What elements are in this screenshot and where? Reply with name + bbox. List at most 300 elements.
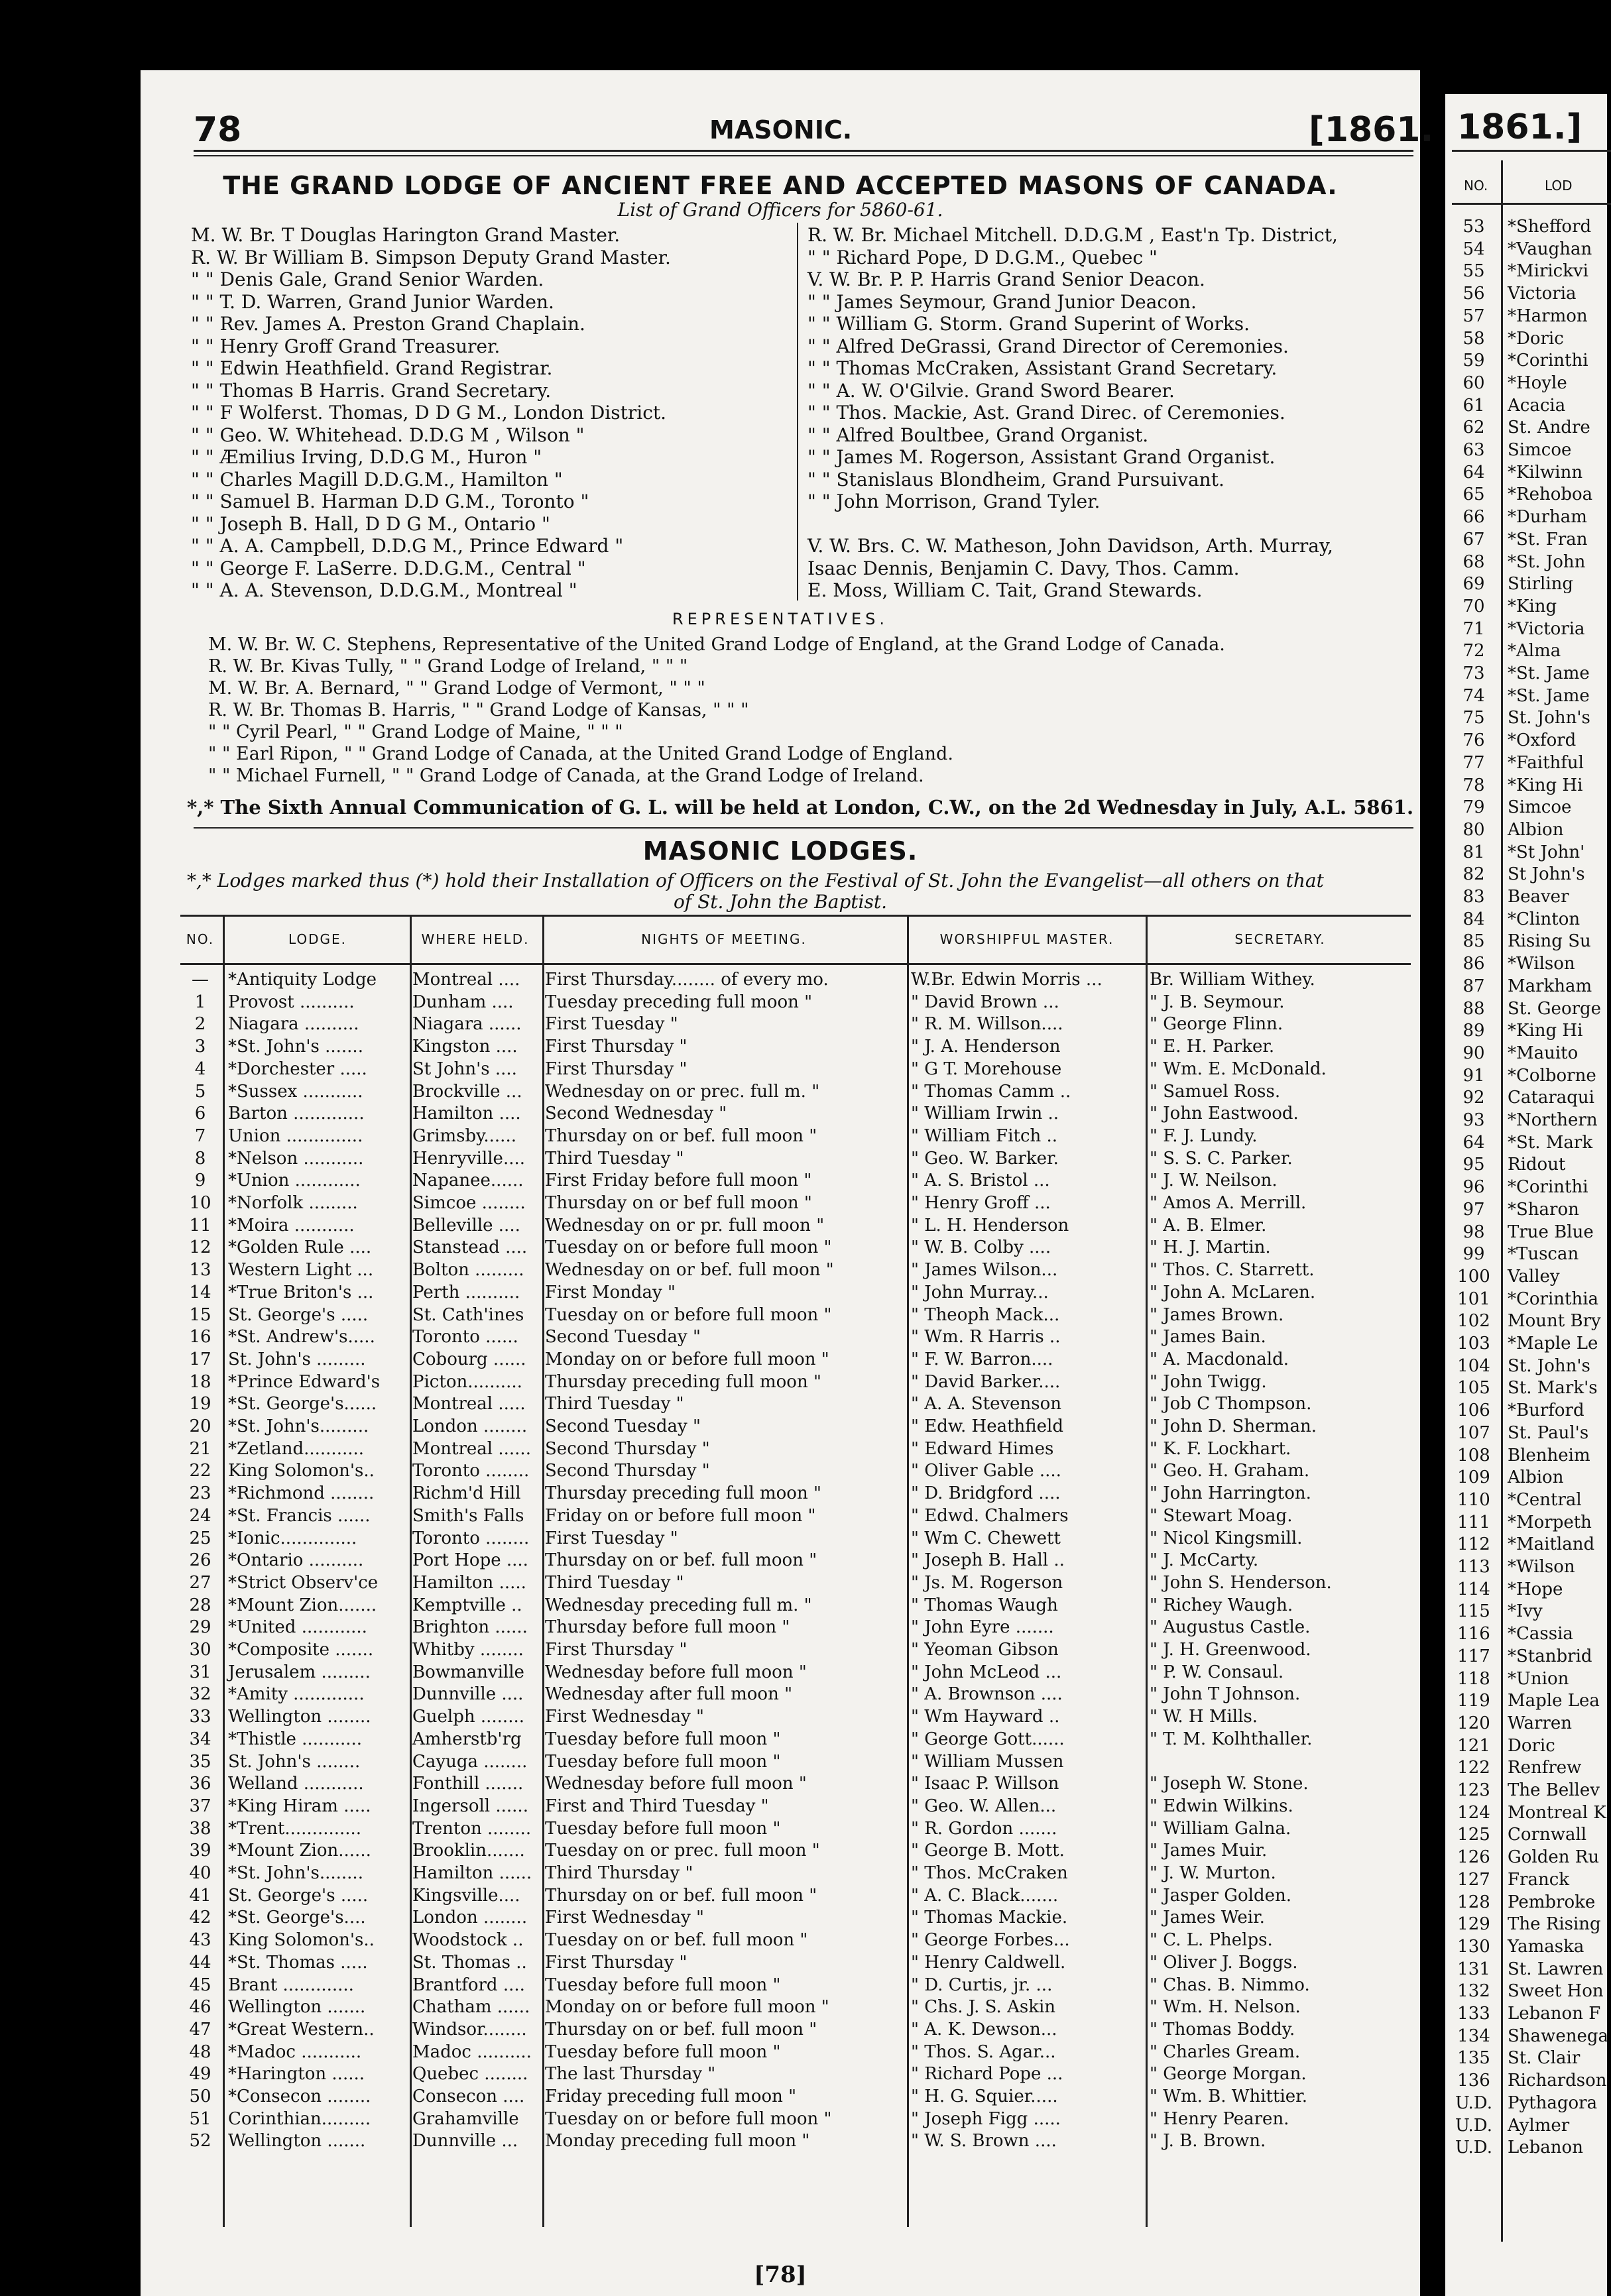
header-rule-2: [194, 155, 1413, 156]
secretary: " J. B. Seymour.: [1150, 992, 1285, 1012]
lodge-number: 66: [1462, 507, 1485, 528]
where-held: Toronto ......: [412, 1327, 518, 1348]
worshipful-master: " A. Brownson ....: [911, 1684, 1063, 1705]
table-row: [180, 1416, 1411, 1438]
worshipful-master: " George B. Mott.: [911, 1841, 1065, 1861]
lodge-number: 23: [189, 1483, 211, 1504]
list-item: [1445, 1132, 1604, 1155]
lodge-number: 71: [1462, 618, 1485, 639]
nights-of-meeting: First Wednesday ": [545, 1707, 705, 1727]
lodge-number: 131: [1457, 1959, 1490, 1979]
nights-of-meeting: Thursday before full moon ": [545, 1617, 790, 1638]
table-row: [180, 1393, 1411, 1416]
representative-line: R. W. Br. Kivas Tully, " " Grand Lodge of Ireland, " " ": [208, 656, 688, 677]
lodge-number: 14: [189, 1282, 211, 1302]
officer-line: " " John Morrison, Grand Tyler.: [807, 490, 1101, 512]
lodge-number: 36: [189, 1774, 211, 1794]
list-item: [1445, 1713, 1604, 1735]
table-row: [180, 1438, 1411, 1461]
lodge-name: *Maple Le: [1508, 1334, 1598, 1353]
where-held: Stanstead ....: [412, 1237, 528, 1258]
lodge-name: St. Andre: [1508, 418, 1590, 438]
worshipful-master: " Geo. W. Barker.: [911, 1148, 1059, 1169]
lodge-name: *Corinthi: [1508, 351, 1588, 371]
worshipful-master: " William Fitch ..: [911, 1125, 1058, 1146]
lodge-name: *Mauito: [1508, 1043, 1579, 1063]
lodge-number: 81: [1462, 842, 1485, 862]
nights-of-meeting: Tuesday before full moon ": [545, 2041, 781, 2062]
worshipful-master: " Isaac P. Willson: [911, 1774, 1059, 1794]
lodge-name: *Dorchester .....: [228, 1059, 367, 1079]
table-row: [180, 1818, 1411, 1841]
communication-note: *,* The Sixth Annual Communication of G. L. will be held at London, C.W., on the 2d Wednesday in July, A.L. 5861.: [187, 796, 1414, 819]
list-item: [1445, 1512, 1604, 1534]
where-held: Napanee......: [412, 1171, 524, 1191]
where-held: Dunnville ...: [412, 2131, 518, 2152]
where-held: Ingersoll ......: [412, 1796, 528, 1816]
secretary: " James Weir.: [1150, 1908, 1265, 1928]
list-item: [1445, 1980, 1604, 2003]
lodge-name: Franck: [1508, 1869, 1570, 1890]
table-row: [180, 1505, 1411, 1528]
table-row: [180, 2108, 1411, 2131]
worshipful-master: " Edwd. Chalmers: [911, 1505, 1069, 1526]
nights-of-meeting: Wednesday on or pr. full moon ": [545, 1215, 825, 1235]
nights-of-meeting: Wednesday on or prec. full m. ": [545, 1081, 820, 1102]
where-held: Trenton ........: [412, 1818, 532, 1839]
secretary: " Wm. H. Nelson.: [1150, 1997, 1301, 2018]
lodge-name: *St. John: [1508, 551, 1586, 572]
table-row: [180, 1773, 1411, 1796]
lodge-number: 41: [189, 1885, 211, 1906]
lodge-name: Lebanon: [1508, 2138, 1583, 2158]
table-row: [180, 1706, 1411, 1729]
where-held: Fonthill .......: [412, 1774, 524, 1794]
secretary: " John T Johnson.: [1150, 1684, 1301, 1705]
lodge-name: St. George: [1508, 998, 1602, 1019]
lodge-name: St. John's .........: [228, 1349, 366, 1369]
secretary: " Amos A. Merrill.: [1150, 1193, 1307, 1213]
worshipful-master: W.Br. Edwin Morris ...: [911, 970, 1103, 990]
list-item: [1445, 573, 1604, 596]
secretary: " S. S. C. Parker.: [1150, 1148, 1293, 1169]
list-item: [1445, 1802, 1604, 1825]
officer-line: " " William G. Storm. Grand Superint of Works.: [807, 313, 1250, 335]
nights-of-meeting: Monday on or before full moon ": [545, 1997, 829, 2018]
officer-line: " " James M. Rogerson, Assistant Grand Organist.: [807, 446, 1276, 468]
lodge-name: Pythagora: [1508, 2093, 1598, 2113]
lodge-name: *Morpeth: [1508, 1512, 1592, 1532]
lodge-name: Beaver: [1508, 887, 1569, 907]
officer-line: " " Rev. James A. Preston Grand Chaplain.: [191, 313, 585, 335]
list-item: [1445, 328, 1604, 351]
officer-line: " " Æmilius Irving, D.D.G M., Huron ": [191, 446, 542, 468]
officer-line: R. W. Br William B. Simpson Deputy Grand Master.: [191, 246, 671, 268]
lodge-name: *Mount Zion......: [228, 1841, 371, 1861]
officer-line: " " Denis Gale, Grand Senior Warden.: [191, 268, 544, 290]
where-held: Chatham ......: [412, 1997, 530, 2018]
lodge-number: 32: [189, 1684, 211, 1705]
lodge-name: Markham: [1508, 976, 1592, 996]
lodge-number: 19: [189, 1394, 211, 1414]
lodge-name: Western Light ...: [228, 1260, 374, 1281]
lodge-number: 6: [194, 1104, 206, 1124]
table-row: [180, 1996, 1411, 2019]
table-row: [180, 1617, 1411, 1639]
lodge-number: 136: [1457, 2071, 1490, 2091]
lodge-name: *St. Francis ......: [228, 1505, 371, 1526]
secretary: " James Brown.: [1150, 1304, 1284, 1325]
lodge-name: *United ............: [228, 1617, 367, 1638]
lodge-name: *St. Jame: [1508, 663, 1590, 683]
nights-of-meeting: First Tuesday ": [545, 1528, 678, 1548]
lodge-name: Victoria: [1508, 284, 1577, 304]
lodge-number: 86: [1462, 954, 1485, 974]
secretary: " Richey Waugh.: [1150, 1595, 1293, 1615]
col-lodge: LODGE.: [288, 931, 347, 947]
lodge-number: 63: [1462, 440, 1485, 460]
lodge-name: Shawenega: [1508, 2026, 1608, 2046]
nights-of-meeting: Tuesday on or before full moon ": [545, 2108, 832, 2129]
table-row: [180, 1148, 1411, 1171]
secretary: " Chas. B. Nimmo.: [1150, 1975, 1310, 1995]
secretary: " Samuel Ross.: [1150, 1081, 1281, 1102]
list-item: [1445, 1936, 1604, 1959]
table-row: [180, 1192, 1411, 1215]
list-item: [1445, 506, 1604, 529]
list-item: [1445, 1824, 1604, 1847]
secretary: " John Eastwood.: [1150, 1104, 1299, 1124]
secretary: " Jasper Golden.: [1150, 1885, 1291, 1906]
lodge-name: St. John's ........: [228, 1751, 361, 1772]
table-row: [180, 1259, 1411, 1282]
worshipful-master: " Joseph B. Hall ..: [911, 1550, 1065, 1571]
lodge-name: *Kilwinn: [1508, 462, 1583, 483]
table-row: [180, 1371, 1411, 1394]
where-held: Port Hope ....: [412, 1550, 528, 1571]
list-item: [1445, 1735, 1604, 1758]
lodge-name: *Amity .............: [228, 1684, 365, 1705]
worshipful-master: " Henry Groff ...: [911, 1193, 1051, 1213]
list-item: [1445, 1869, 1604, 1892]
worshipful-master: " Theoph Mack...: [911, 1304, 1060, 1325]
lodge-number: 82: [1462, 864, 1485, 885]
lodges-note-2: of St. John the Baptist.: [673, 891, 888, 913]
secretary: " Edwin Wilkins.: [1150, 1796, 1293, 1816]
lodge-number: 103: [1457, 1334, 1490, 1353]
list-item: [1445, 1199, 1604, 1222]
where-held: Hamilton .....: [412, 1572, 526, 1593]
lodge-number: 117: [1457, 1646, 1490, 1666]
nights-of-meeting: First Tuesday ": [545, 1014, 678, 1035]
lodge-name: Richardson: [1508, 2071, 1607, 2091]
worshipful-master: " George Forbes...: [911, 1930, 1070, 1951]
list-item: [1445, 395, 1604, 418]
lodge-name: *King Hiram .....: [228, 1796, 371, 1816]
lodge-number: 8: [194, 1148, 206, 1169]
lodge-number: 104: [1457, 1355, 1490, 1376]
table-row: [180, 1572, 1411, 1595]
list-item: [1445, 886, 1604, 909]
table-row: [180, 992, 1411, 1014]
officer-line: " " Thomas McCraken, Assistant Grand Secretary.: [807, 357, 1278, 379]
officer-line: " " Alfred DeGrassi, Grand Director of Ceremonies.: [807, 335, 1289, 357]
nights-of-meeting: Thursday preceding full moon ": [545, 1371, 821, 1392]
nights-of-meeting: Thursday on or bef. full moon ": [545, 2019, 817, 2039]
officer-line: V. W. Brs. C. W. Matheson, John Davidson, Arth. Murray,: [807, 535, 1333, 557]
list-item: [1445, 752, 1604, 775]
list-item: [1445, 1556, 1604, 1579]
lodge-number: 79: [1462, 797, 1485, 818]
officer-line: M. W. Br. T Douglas Harington Grand Master.: [191, 224, 621, 246]
secretary: " J. W. Murton.: [1150, 1863, 1276, 1883]
table-row: [180, 969, 1411, 992]
lodge-name: Welland ...........: [228, 1774, 364, 1794]
list-item: [1445, 1333, 1604, 1355]
lodge-name: *Mount Zion.......: [228, 1595, 377, 1615]
nights-of-meeting: First Wednesday ": [545, 1908, 705, 1928]
table-row: [180, 1684, 1411, 1706]
worshipful-master: " William Mussen: [911, 1751, 1064, 1772]
table-row: [180, 1796, 1411, 1818]
lodge-number: 74: [1462, 685, 1485, 706]
representative-line: " " Earl Ripon, " " Grand Lodge of Canada, at the United Grand Lodge of England.: [208, 744, 953, 764]
worshipful-master: " F. W. Barron....: [911, 1349, 1053, 1369]
secretary: " Augustus Castle.: [1150, 1617, 1311, 1638]
table-row: [180, 1282, 1411, 1304]
list-item: [1445, 417, 1604, 439]
lodge-name: Blenheim: [1508, 1445, 1590, 1465]
lodge-number: 28: [189, 1595, 211, 1615]
secretary: " W. H Mills.: [1150, 1707, 1258, 1727]
table-row: [180, 1483, 1411, 1505]
worshipful-master: " D. Curtis, jr. ...: [911, 1975, 1053, 1995]
lodge-number: 106: [1457, 1401, 1490, 1421]
nights-of-meeting: First Thursday ": [545, 1059, 687, 1079]
worshipful-master: " D. Bridgford ....: [911, 1483, 1061, 1504]
list-item: [1445, 618, 1604, 641]
officer-line: " " F Wolferst. Thomas, D D G M., London District.: [191, 402, 667, 424]
list-item: [1445, 1892, 1604, 1914]
lodge-name: *Ivy: [1508, 1601, 1543, 1622]
list-item: [1445, 909, 1604, 931]
worshipful-master: " Henry Caldwell.: [911, 1952, 1066, 1973]
lodge-number: 134: [1457, 2026, 1490, 2046]
table-row: [180, 1304, 1411, 1327]
worshipful-master: " R. M. Willson....: [911, 1014, 1063, 1035]
lodge-number: 90: [1462, 1043, 1485, 1063]
lodge-name: The Rising: [1508, 1914, 1601, 1935]
where-held: Toronto ........: [412, 1528, 530, 1548]
lodge-name: Mount Bry: [1508, 1311, 1601, 1332]
where-held: Cobourg ......: [412, 1349, 526, 1369]
where-held: Simcoe ........: [412, 1193, 526, 1213]
lodge-name: *Wilson: [1508, 1557, 1575, 1577]
list-item: [1445, 1177, 1604, 1199]
lodge-name: *Corinthia: [1508, 1289, 1599, 1309]
lodge-name: *St. John's .......: [228, 1037, 363, 1057]
secretary: " John D. Sherman.: [1150, 1416, 1317, 1436]
table-row: [180, 1975, 1411, 1997]
lodge-number: 83: [1462, 887, 1485, 907]
lodge-number: 20: [189, 1416, 211, 1436]
lodge-name: *Trent..............: [228, 1818, 362, 1839]
lodge-name: *Victoria: [1508, 618, 1585, 639]
where-held: Brockville ...: [412, 1081, 522, 1102]
table-row: [180, 1952, 1411, 1975]
nights-of-meeting: First Thursday........ of every mo.: [545, 970, 829, 990]
list-item: [1445, 1757, 1604, 1780]
nights-of-meeting: Second Thursday ": [545, 1461, 710, 1481]
list-item: [1445, 1467, 1604, 1489]
lodge-name: The Bellev: [1508, 1780, 1600, 1800]
lodge-name: St. Mark's: [1508, 1378, 1598, 1399]
lodge-name: King Solomon's..: [228, 1461, 375, 1481]
lodge-number: 24: [189, 1505, 211, 1526]
officer-line: " " Edwin Heathfield. Grand Registrar.: [191, 357, 553, 379]
lodge-number: 45: [189, 1975, 211, 1995]
table-row: [180, 1840, 1411, 1863]
worshipful-master: " Yeoman Gibson: [911, 1640, 1059, 1660]
where-held: Perth ..........: [412, 1282, 520, 1302]
next-col-lodge: LOD: [1545, 178, 1573, 194]
lodge-name: St. John's: [1508, 708, 1590, 728]
lodge-number: 70: [1462, 596, 1485, 616]
table-row: [180, 1059, 1411, 1081]
list-item: [1445, 350, 1604, 373]
lodge-number: 47: [189, 2019, 211, 2039]
secretary: " George Morgan.: [1150, 2064, 1307, 2085]
lodge-name: *Norfolk .........: [228, 1193, 358, 1213]
lodge-number: 101: [1457, 1289, 1490, 1309]
worshipful-master: " A. A. Stevenson: [911, 1394, 1062, 1414]
lodge-number: 26: [189, 1550, 211, 1571]
list-item: [1445, 1400, 1604, 1422]
where-held: Grahamville: [412, 2108, 519, 2129]
lodge-name: St. George's .....: [228, 1304, 369, 1325]
nights-of-meeting: First Thursday ": [545, 1952, 687, 1973]
nights-of-meeting: Third Tuesday ": [545, 1572, 684, 1593]
secretary: " J. B. Brown.: [1150, 2131, 1266, 2152]
lodge-number: 31: [189, 1662, 211, 1682]
lodge-name: *Corinthi: [1508, 1177, 1588, 1198]
list-item: [1445, 1065, 1604, 1088]
lodge-name: *St. Thomas .....: [228, 1952, 368, 1973]
lodge-number: 116: [1457, 1624, 1490, 1644]
list-item: [1445, 775, 1604, 797]
list-item: [1445, 1087, 1604, 1110]
lodge-name: *Clinton: [1508, 909, 1581, 929]
lodge-name: *St. John's........: [228, 1863, 363, 1883]
nights-of-meeting: Monday preceding full moon ": [545, 2131, 810, 2152]
lodge-number: 4: [194, 1059, 206, 1079]
lodge-name: Acacia: [1508, 395, 1566, 416]
list-item: [1445, 1489, 1604, 1512]
lodge-number: 16: [189, 1327, 211, 1348]
where-held: Brooklin.......: [412, 1841, 525, 1861]
lodges-note: *,* Lodges marked thus (*) hold their Installation of Officers on the Festival of St. John the Evangelist—all others on that: [187, 870, 1324, 891]
where-held: Whitby ........: [412, 1640, 524, 1660]
list-item: [1445, 1377, 1604, 1400]
list-item: [1445, 484, 1604, 506]
lodge-number: 22: [189, 1461, 211, 1481]
lodge-name: King Solomon's..: [228, 1930, 375, 1951]
lodge-number: 37: [189, 1796, 211, 1816]
worshipful-master: " William Irwin ..: [911, 1104, 1059, 1124]
where-held: Hamilton ....: [412, 1104, 521, 1124]
list-item: [1445, 685, 1604, 708]
lodge-name: *Antiquity Lodge: [228, 970, 377, 990]
secretary: " John Harrington.: [1150, 1483, 1311, 1504]
lodge-number: 76: [1462, 730, 1485, 751]
lodge-name: *Golden Rule ....: [228, 1237, 372, 1258]
lodge-name: St. Clair: [1508, 2048, 1581, 2069]
nights-of-meeting: Monday on or before full moon ": [545, 1349, 829, 1369]
secretary: " J. McCarty.: [1150, 1550, 1259, 1571]
lodge-number: 52: [189, 2131, 211, 2152]
lodge-number: 65: [1462, 485, 1485, 505]
worshipful-master: " J. A. Henderson: [911, 1037, 1061, 1057]
list-item: [1445, 2115, 1604, 2138]
list-item: [1445, 1243, 1604, 1266]
representative-line: " " Michael Furnell, " " Grand Lodge of Canada, at the Grand Lodge of Ireland.: [208, 766, 924, 786]
where-held: Toronto ........: [412, 1461, 530, 1481]
where-held: Kingston ....: [412, 1037, 518, 1057]
lodge-number: 124: [1457, 1802, 1490, 1823]
lodge-number: 54: [1462, 239, 1485, 259]
lodge-number: 87: [1462, 976, 1485, 996]
table-row: [180, 1639, 1411, 1662]
lodge-name: Wellington .......: [228, 1997, 366, 2018]
lodge-name: *St. Fran: [1508, 529, 1588, 549]
list-item: [1445, 551, 1604, 574]
lodge-name: Pembroke: [1508, 1892, 1596, 1912]
lodge-name: *Union: [1508, 1668, 1569, 1689]
table-row: [180, 2086, 1411, 2108]
grand-lodge-subtitle: List of Grand Officers for 5860-61.: [617, 199, 943, 221]
nights-of-meeting: Tuesday before full moon ": [545, 1818, 781, 1839]
lodge-name: *St. Jame: [1508, 685, 1590, 706]
worshipful-master: " David Barker....: [911, 1371, 1061, 1392]
lodge-number: 100: [1457, 1266, 1490, 1287]
list-item: [1445, 260, 1604, 283]
lodge-number: 34: [189, 1729, 211, 1749]
worshipful-master: " W. S. Brown ....: [911, 2131, 1057, 2152]
list-item: [1445, 462, 1604, 485]
lodge-number: 39: [189, 1841, 211, 1861]
officer-line: " " A. A. Stevenson, D.D.G.M., Montreal ": [191, 579, 577, 601]
list-item: [1445, 2070, 1607, 2093]
lodge-number: 61: [1462, 395, 1485, 416]
lodge-name: Yamaska: [1508, 1936, 1584, 1957]
col-where-held: WHERE HELD.: [421, 931, 530, 947]
where-held: Dunham ....: [412, 992, 514, 1012]
lodge-name: *Rehoboa: [1508, 485, 1593, 505]
worshipful-master: " Thomas Camm ..: [911, 1081, 1071, 1102]
list-item: [1445, 1110, 1604, 1132]
table-row: [180, 1326, 1411, 1349]
where-held: Belleville ....: [412, 1215, 520, 1235]
lodge-number: 68: [1462, 551, 1485, 572]
lodge-name: *Madoc ...........: [228, 2041, 362, 2062]
where-held: Montreal ......: [412, 1438, 531, 1459]
list-item: [1445, 1847, 1604, 1869]
lodge-name: *Colborne: [1508, 1065, 1596, 1086]
lodge-number: 102: [1457, 1311, 1490, 1332]
lodge-number: 15: [189, 1304, 211, 1325]
lodge-number: 2: [194, 1014, 206, 1035]
nights-of-meeting: The last Thursday ": [545, 2064, 716, 2085]
